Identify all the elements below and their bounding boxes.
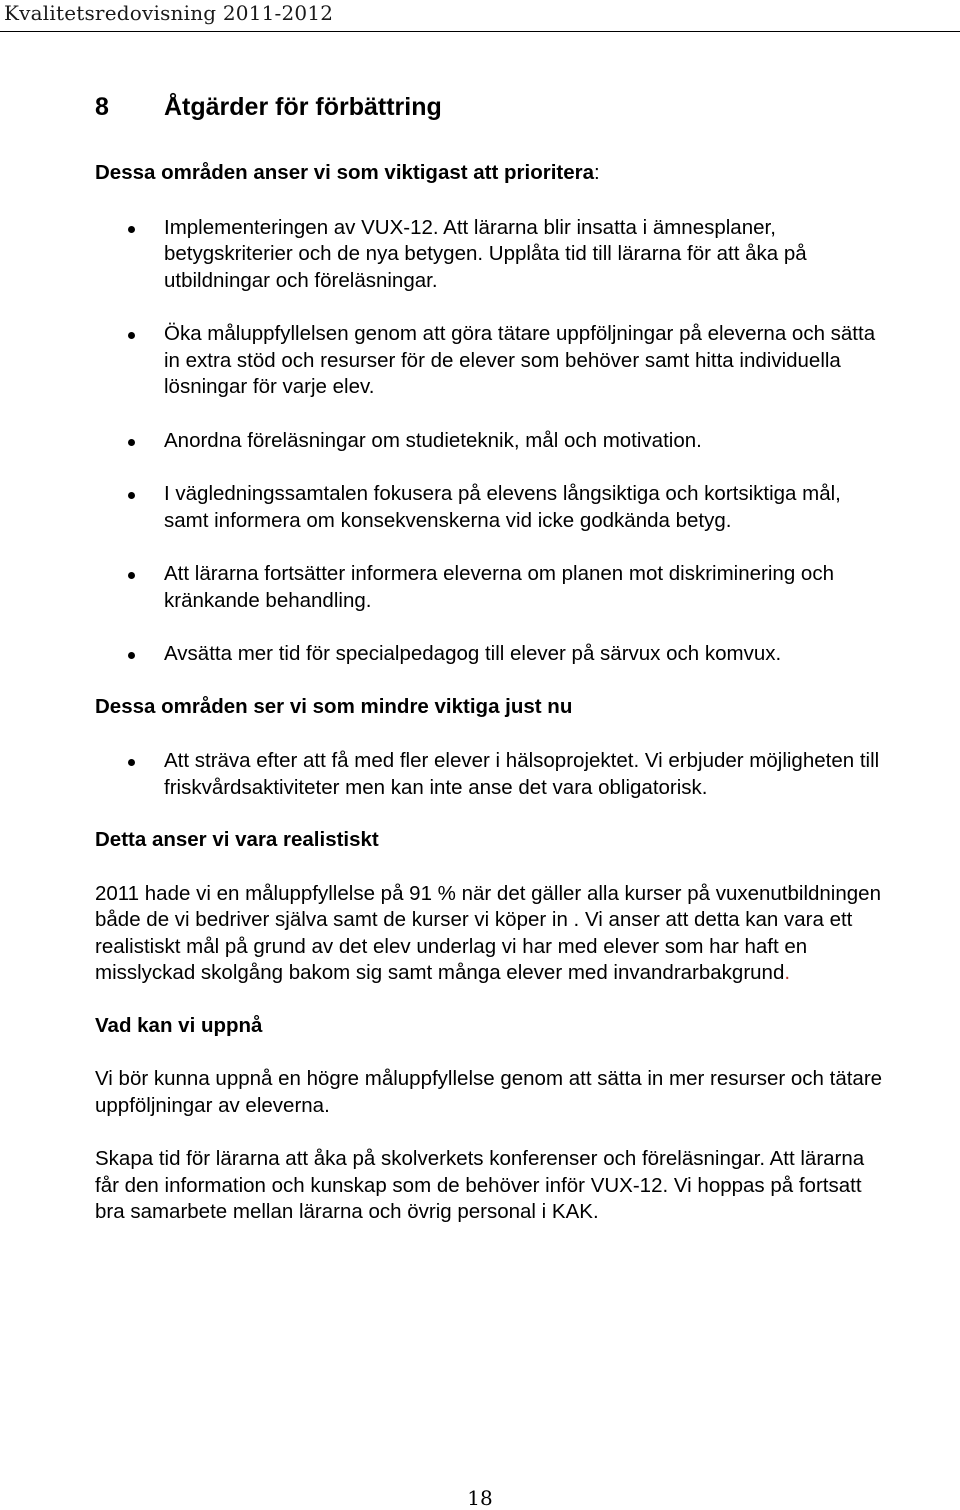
realistic-paragraph <box>95 881 885 987</box>
list-item-text: Att sträva efter att få med fler elever i hälsoprojektet. Vi erbjuder möjligheten till friskvårdsaktiviteter men kan inte anse det vara obligatorisk. <box>164 749 880 799</box>
list-item <box>95 215 885 295</box>
list-item-text: I vägledningssamtalen fokusera på elevens långsiktiga och kortsiktiga mål, samt informera om konsekvenskerna vid icke godkända betyg. <box>164 482 841 532</box>
bullet-icon <box>128 226 135 233</box>
header-rule <box>0 31 960 32</box>
running-header: Kvalitetsredovisning 2011-2012 <box>4 1 334 25</box>
achieve-heading: Vad kan vi uppnå <box>95 1013 263 1037</box>
bullet-icon <box>128 652 135 659</box>
less-important-list <box>95 748 885 801</box>
list-item <box>95 481 885 534</box>
bullet-icon <box>128 332 135 339</box>
list-item-text: Anordna föreläsningar om studieteknik, mål och motivation. <box>164 428 702 452</box>
bullet-icon <box>128 759 135 766</box>
priorities-heading-text: Dessa områden anser vi som viktigast att prioritera <box>95 161 595 184</box>
less-important-heading: Dessa områden ser vi som mindre viktiga just nu <box>95 694 573 718</box>
list-item <box>95 748 885 801</box>
chapter-number: 8 <box>95 93 109 121</box>
page-content <box>95 90 885 1226</box>
page-number: 18 <box>467 1486 493 1510</box>
chapter-title: Åtgärder för förbättring <box>164 93 442 121</box>
chapter-heading <box>95 90 885 124</box>
list-item <box>95 428 885 455</box>
list-item-text: Implementeringen av VUX-12. Att lärarna blir insatta i ämnesplaner, betygskriterier och de nya betygen. Upplåta tid till lärarna för att åka på utbildningar och föreläsningar. <box>164 215 807 292</box>
list-item <box>95 561 885 614</box>
realistic-paragraph-text: 2011 hade vi en måluppfyllelse på 91 % när det gäller alla kurser på vuxenutbildningen både de vi bedriver själva samt de kurser vi köper in . Vi anser att detta kan vara ett realistiskt mål på grund av det elev underlag vi har med elever som har haft en misslyckad skolgång bakom sig samt många elever med invandrarbakgrund <box>95 881 881 984</box>
achieve-paragraph: Skapa tid för lärarna att åka på skolverkets konferenser och föreläsningar. Att lärarna får den information och kunskap som de behöver inför VUX-12. Vi hoppas på fortsatt bra samarbete mellan lärarna och övrig personal i KAK. <box>95 1147 865 1223</box>
realistic-paragraph-period: . <box>784 961 791 984</box>
bullet-icon <box>128 572 135 579</box>
bullet-icon <box>128 492 135 499</box>
list-item-text: Avsätta mer tid för specialpedagog till elever på särvux och komvux. <box>164 642 782 665</box>
priorities-list <box>95 215 885 668</box>
list-item <box>95 321 885 401</box>
list-item-text: Öka måluppfyllelsen genom att göra tätare uppföljningar på eleverna och sätta in extra stöd och resurser för de elever som behöver samt hitta individuella lösningar för varje elev. <box>164 322 876 398</box>
priorities-heading <box>95 160 885 187</box>
bullet-icon <box>128 439 135 446</box>
list-item-text: Att lärarna fortsätter informera eleverna om planen mot diskriminering och kränkande behandling. <box>164 562 834 612</box>
realistic-heading: Detta anser vi vara realistiskt <box>95 828 379 851</box>
list-item <box>95 641 885 668</box>
priorities-heading-colon: : <box>594 161 600 184</box>
achieve-paragraph: Vi bör kunna uppnå en högre måluppfyllelse genom att sätta in mer resurser och tätare uppföljningar av eleverna. <box>95 1067 883 1117</box>
